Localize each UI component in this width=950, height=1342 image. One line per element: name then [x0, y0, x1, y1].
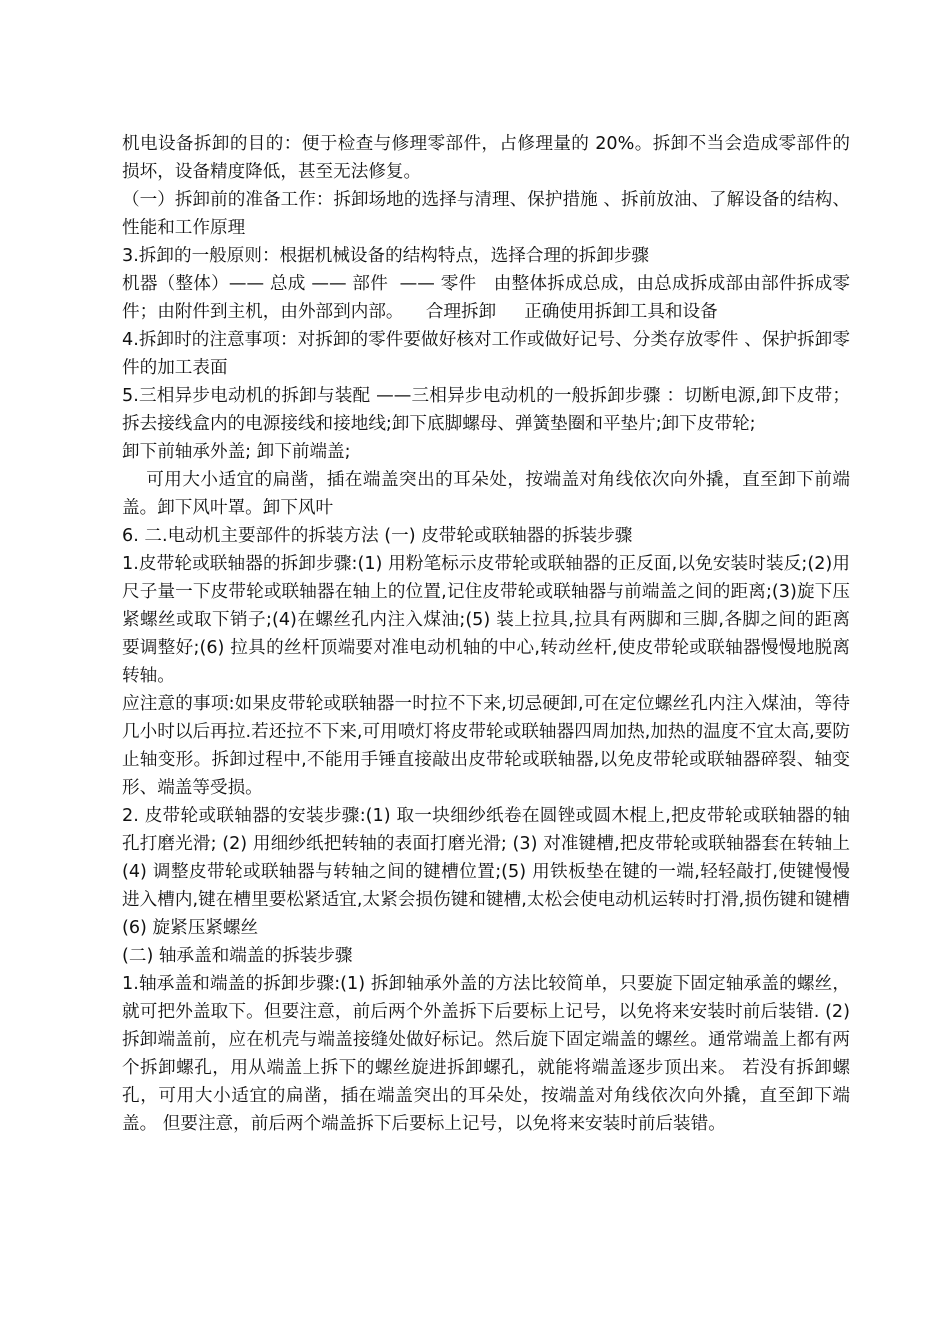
document-body — [122, 130, 856, 1138]
paragraph-pulley-install: 2. 皮带轮或联轴器的安装步骤:(1) 取一块细纱纸卷在圆锉或圆木棍上,把皮带轮或联轴器的轴孔打磨光滑; (2) 用细纱纸把转轴的表面打磨光滑; (3) 对准键槽,把皮带轮或联轴器套在转轴上(4) 调整皮带轮或联轴器与转轴之间的键槽位置;(5) 用铁板垫在键的一端,轻轻敲打,使键慢慢进入槽内,键在槽里要松紧适宜,太紧会损伤键和键槽,太松会使电动机运转时打滑,损伤键和键槽(6) 旋紧压紧螺丝 — [122, 806, 850, 938]
paragraph-purpose: 机电设备拆卸的目的：便于检查与修理零部件，占修理量的 20%。拆卸不当会造成零部件的损坏，设备精度降低，甚至无法修复。 — [122, 134, 850, 182]
paragraph-bearing-cover-removal: 1.轴承盖和端盖的拆卸步骤:(1) 拆卸轴承外盖的方法比较简单，只要旋下固定轴承盖的螺丝，就可把外盖取下。但要注意，前后两个外盖拆下后要标上记号，以免将来安装时前后装错. (2) 拆卸端盖前，应在机壳与端盖接缝处做好标记。然后旋下固定端盖的螺丝。通常端盖上都有两个拆卸螺孔，用从端盖上拆下的螺丝旋进拆卸螺孔，就能将端盖逐步顶出来。 若没有拆卸螺孔，可用大小适宜的扁凿，插在端盖突出的耳朵处，按端盖对角线依次向外撬，直至卸下端盖。 但要注意，前后两个端盖拆下后要标上记号，以免将来安装时前后装错。 — [122, 974, 856, 1134]
paragraph-front-cover: 卸下前轴承外盖; 卸下前端盖; — [122, 442, 351, 462]
paragraph-motor-steps: 5.三相异步电动机的拆卸与装配 ——三相异步电动机的一般拆卸步骤 ：切断电源,卸下皮带； 拆去接线盒内的电源接线和接地线;卸下底脚螺母、弹簧垫圈和平垫片;卸下皮带轮; — [122, 386, 856, 434]
paragraph-pulley-notes: 应注意的事项:如果皮带轮或联轴器一时拉不下来,切忌硬卸,可在定位螺丝孔内注入煤油，等待几小时以后再拉.若还拉不下来,可用喷灯将皮带轮或联轴器四周加热,加热的温度不宜太高,要防止轴变形。拆卸过程中,不能用手锤直接敲出皮带轮或联轴器,以免皮带轮或联轴器碎裂、轴变形、端盖等受损。 — [122, 694, 850, 798]
paragraph-precautions: 4.拆卸时的注意事项：对拆卸的零件要做好核对工作或做好记号、分类存放零件 、保护拆卸零件的加工表面 — [122, 330, 850, 378]
paragraph-disassembly-order: 机器（整体）—— 总成 —— 部件 —— 零件 由整体拆成总成，由总成拆成部由部件拆成零件；由附件到主机，由外部到内部。 合理拆卸 正确使用拆卸工具和设备 — [122, 274, 850, 322]
section-heading-pulley: 6. 二.电动机主要部件的拆装方法 (一) 皮带轮或联轴器的拆装步骤 — [122, 526, 633, 546]
paragraph-preparation: （一）拆卸前的准备工作：拆卸场地的选择与清理、保护措施 、拆前放油、了解设备的结构、性能和工作原理 — [122, 190, 850, 238]
section-heading-bearing-cover: (二) 轴承盖和端盖的拆装步骤 — [122, 946, 353, 966]
paragraph-flat-chisel: 可用大小适宜的扁凿，插在端盖突出的耳朵处，按端盖对角线依次向外撬，直至卸下前端盖。卸下风叶罩。卸下风叶 — [122, 470, 850, 518]
paragraph-pulley-removal: 1.皮带轮或联轴器的拆卸步骤:(1) 用粉笔标示皮带轮或联轴器的正反面,以免安装时装反;(2)用尺子量一下皮带轮或联轴器在轴上的位置,记住皮带轮或联轴器与前端盖之间的距离;(3)旋下压紧螺丝或取下销子;(4)在螺丝孔内注入煤油;(5) 装上拉具,拉具有两脚和三脚,各脚之间的距离要调整好;(6) 拉具的丝杆顶端要对准电动机轴的中心,转动丝杆,使皮带轮或联轴器慢慢地脱离转轴。 — [122, 554, 850, 686]
paragraph-general-principle: 3.拆卸的一般原则：根据机械设备的结构特点，选择合理的拆卸步骤 — [122, 246, 650, 266]
